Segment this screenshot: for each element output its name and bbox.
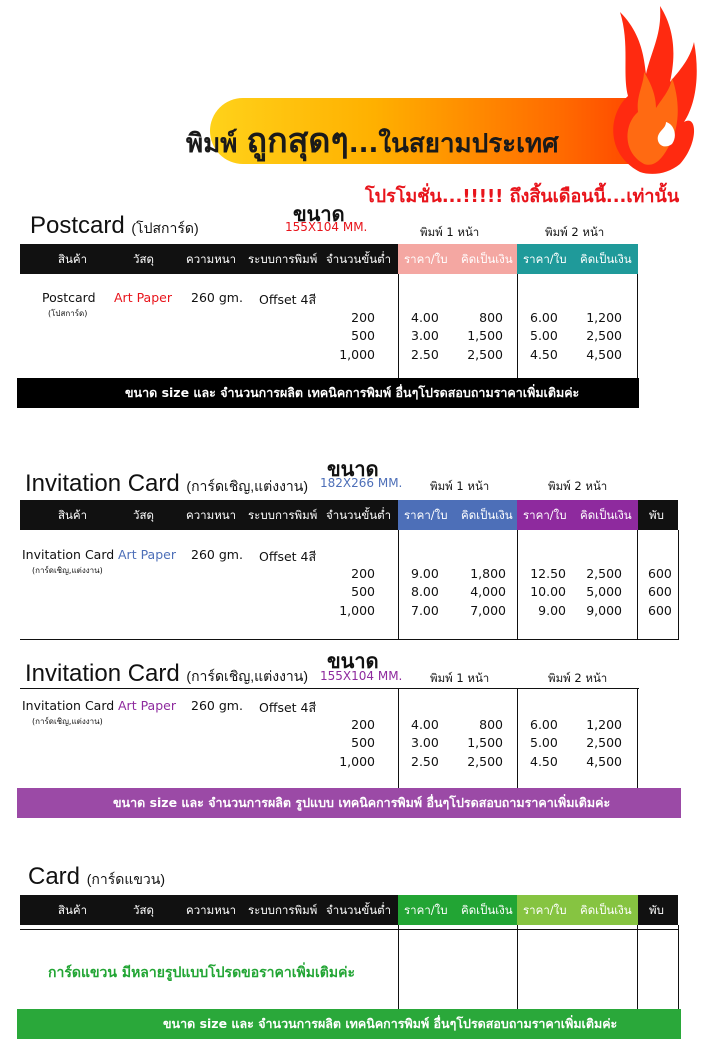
invitation1-col-thickness: ความหนา xyxy=(186,508,237,522)
invitation2-title xyxy=(25,660,308,688)
hangcard-col-system: ระบบการพิมพ์ xyxy=(248,903,318,917)
postcard-title xyxy=(30,212,199,240)
postcard-col-material: วัสดุ xyxy=(133,252,154,266)
invitation1-fold-1: 600 xyxy=(648,566,672,581)
postcard-col-product: สินค้า xyxy=(58,252,88,266)
invitation2-t1-3: 2,500 xyxy=(467,754,503,769)
invitation1-material: Art Paper xyxy=(118,547,176,562)
invitation1-product: Invitation Card xyxy=(22,547,115,562)
hangcard-title-th: (การ์ดแขวน) xyxy=(86,871,166,887)
hangcard-col-minqty: จำนวนขั้นต่ำ xyxy=(326,903,392,917)
invitation1-print2-head: พิมพ์ 2 หน้า xyxy=(548,479,608,493)
invitation2-title-th: (การ์ดเชิญ,แต่งงาน) xyxy=(186,668,309,684)
postcard-p2-1: 6.00 xyxy=(530,310,558,325)
postcard-t1-1: 800 xyxy=(479,310,503,325)
invitation2-size-label: ขนาด xyxy=(327,649,379,673)
invitation1-col-t2: คิดเป็นเงิน xyxy=(580,508,632,522)
invitation2-t2-3: 4,500 xyxy=(586,754,622,769)
postcard-col-system: ระบบการพิมพ์ xyxy=(248,252,318,266)
invitation1-p1-2: 8.00 xyxy=(411,584,439,599)
invitation2-qty-3: 1,000 xyxy=(339,754,375,769)
hangcard-divider-1 xyxy=(398,925,399,1010)
postcard-col-p1: ราคา/ใบ xyxy=(404,252,448,266)
postcard-p1-2: 3.00 xyxy=(411,328,439,343)
hangcard-body: การ์ดแขวน มีหลายรูปแบบโปรดขอราคาเพิ่มเติมค่ะ xyxy=(48,965,355,981)
invitation1-qty-2: 500 xyxy=(351,584,375,599)
invitation1-t1-3: 7,000 xyxy=(470,603,506,618)
invitation1-col-p2: ราคา/ใบ xyxy=(523,508,567,522)
invitation1-p2-3: 9.00 xyxy=(538,603,566,618)
hangcard-col-p1: ราคา/ใบ xyxy=(404,903,448,917)
hangcard-col-material: วัสดุ xyxy=(133,903,154,917)
hangcard-note: ขนาด size และ จำนวนการผลิต เทคนิคการพิมพ์ อื่นๆโปรดสอบถามราคาเพิ่มเติมค่ะ xyxy=(17,1009,681,1039)
invitation1-col-minqty: จำนวนขั้นต่ำ xyxy=(326,508,392,522)
invitation1-print1-head: พิมพ์ 1 หน้า xyxy=(430,479,490,493)
invitation2-qty-1: 200 xyxy=(351,717,375,732)
invitation1-fold-2: 600 xyxy=(648,584,672,599)
postcard-system: Offset 4สี xyxy=(259,292,317,307)
invitation1-col-fold: พับ xyxy=(649,508,664,522)
invitation1-t1-2: 4,000 xyxy=(470,584,506,599)
invitation1-qty-1: 200 xyxy=(351,566,375,581)
invitation1-t2-1: 2,500 xyxy=(586,566,622,581)
invitation1-divider-3 xyxy=(637,530,638,640)
postcard-divider-2 xyxy=(517,274,518,378)
hangcard-header-bar xyxy=(20,895,678,925)
hangcard-col-t2: คิดเป็นเงิน xyxy=(580,903,632,917)
postcard-product: Postcard xyxy=(42,290,96,305)
postcard-col-p2: ราคา/ใบ xyxy=(523,252,567,266)
postcard-print1-head: พิมพ์ 1 หน้า xyxy=(420,225,480,239)
invitation1-bottom-rule xyxy=(20,639,679,640)
postcard-divider-3 xyxy=(637,274,638,378)
invitation1-divider-2 xyxy=(517,530,518,640)
invitation2-t1-2: 1,500 xyxy=(467,735,503,750)
invitation2-t2-2: 2,500 xyxy=(586,735,622,750)
postcard-p2-3: 4.50 xyxy=(530,347,558,362)
postcard-size-value: 155X104 MM. xyxy=(285,220,368,234)
invitation1-col-product: สินค้า xyxy=(58,508,88,522)
postcard-col-t1: คิดเป็นเงิน xyxy=(461,252,513,266)
postcard-t2-3: 4,500 xyxy=(586,347,622,362)
flame-icon xyxy=(600,4,700,174)
invitation2-product-th: (การ์ดเชิญ,แต่งงาน) xyxy=(32,717,103,726)
banner-headline xyxy=(186,113,559,167)
hangcard-title xyxy=(28,863,165,891)
invitation2-system: Offset 4สี xyxy=(259,700,317,715)
hangcard-col-p2: ราคา/ใบ xyxy=(523,903,567,917)
hangcard-col-t1: คิดเป็นเงิน xyxy=(461,903,513,917)
invitation2-divider-2 xyxy=(517,688,518,788)
invitation2-qty-2: 500 xyxy=(351,735,375,750)
invitation1-title-en: Invitation Card xyxy=(25,470,180,497)
postcard-qty-1: 200 xyxy=(351,310,375,325)
invitation2-p1-3: 2.50 xyxy=(411,754,439,769)
hangcard-divider-2 xyxy=(517,925,518,1010)
invitation2-t1-1: 800 xyxy=(479,717,503,732)
invitation2-t2-1: 1,200 xyxy=(586,717,622,732)
invitation2-size-value: 155X104 MM. xyxy=(320,669,403,683)
invitation1-qty-3: 1,000 xyxy=(339,603,375,618)
hangcard-divider-3 xyxy=(637,925,638,1010)
invitation1-p1-1: 9.00 xyxy=(411,566,439,581)
hangcard-divider-4 xyxy=(678,925,679,1010)
postcard-note: ขนาด size และ จำนวนการผลิต เทคนิคการพิมพ์ อื่นๆโปรดสอบถามราคาเพิ่มเติมค่ะ xyxy=(17,378,639,408)
invitation1-t1-1: 1,800 xyxy=(470,566,506,581)
promo-text: โปรโมชั่น...!!!!! ถึงสิ้นเดือนนี้...เท่านั้น xyxy=(365,186,680,207)
invitation2-print2-head: พิมพ์ 2 หน้า xyxy=(548,671,608,685)
invitation1-title xyxy=(25,470,308,498)
hangcard-col-fold: พับ xyxy=(649,903,664,917)
invitation1-size-label: ขนาด xyxy=(327,457,379,481)
postcard-title-en: Postcard xyxy=(30,212,125,239)
postcard-t2-1: 1,200 xyxy=(586,310,622,325)
invitation2-p1-2: 3.00 xyxy=(411,735,439,750)
invitation1-system: Offset 4สี xyxy=(259,549,317,564)
invitation1-product-th: (การ์ดเชิญ,แต่งงาน) xyxy=(32,566,103,575)
hangcard-title-en: Card xyxy=(28,863,81,890)
invitation-note: ขนาด size และ จำนวนการผลิต รูปแบบ เทคนิคการพิมพ์ อื่นๆโปรดสอบถามราคาเพิ่มเติมค่ะ xyxy=(17,788,681,818)
postcard-p2-2: 5.00 xyxy=(530,328,558,343)
invitation1-header-bar xyxy=(20,500,678,530)
postcard-t2-2: 2,500 xyxy=(586,328,622,343)
invitation1-t2-3: 9,000 xyxy=(586,603,622,618)
invitation1-divider-4 xyxy=(678,530,679,640)
postcard-size-label: ขนาด xyxy=(293,202,345,226)
hangcard-rule xyxy=(20,929,679,930)
invitation1-p1-3: 7.00 xyxy=(411,603,439,618)
invitation1-divider-1 xyxy=(398,530,399,640)
postcard-p1-1: 4.00 xyxy=(411,310,439,325)
postcard-col-thickness: ความหนา xyxy=(186,252,237,266)
postcard-product-th: (โปสการ์ด) xyxy=(48,309,88,318)
postcard-p1-3: 2.50 xyxy=(411,347,439,362)
postcard-col-minqty: จำนวนขั้นต่ำ xyxy=(326,252,392,266)
invitation2-title-en: Invitation Card xyxy=(25,660,180,687)
invitation1-col-material: วัสดุ xyxy=(133,508,154,522)
banner-big: ถูกสุดๆ xyxy=(246,121,349,161)
invitation1-thickness: 260 gm. xyxy=(191,547,243,562)
invitation2-p2-1: 6.00 xyxy=(530,717,558,732)
banner-prefix: พิมพ์ xyxy=(186,129,238,159)
invitation1-title-th: (การ์ดเชิญ,แต่งงาน) xyxy=(186,478,309,494)
hangcard-col-product: สินค้า xyxy=(58,903,88,917)
invitation1-col-system: ระบบการพิมพ์ xyxy=(248,508,318,522)
hangcard-col-thickness: ความหนา xyxy=(186,903,237,917)
postcard-t1-3: 2,500 xyxy=(467,347,503,362)
invitation1-col-p1: ราคา/ใบ xyxy=(404,508,448,522)
invitation2-top-rule xyxy=(20,688,639,689)
postcard-title-th: (โปสการ์ด) xyxy=(131,220,199,236)
invitation1-size-value: 182X266 MM. xyxy=(320,476,403,490)
invitation2-material: Art Paper xyxy=(118,698,176,713)
postcard-t1-2: 1,500 xyxy=(467,328,503,343)
postcard-print2-head: พิมพ์ 2 หน้า xyxy=(545,225,605,239)
invitation2-p2-2: 5.00 xyxy=(530,735,558,750)
invitation2-divider-1 xyxy=(398,688,399,788)
invitation2-thickness: 260 gm. xyxy=(191,698,243,713)
postcard-thickness: 260 gm. xyxy=(191,290,243,305)
invitation1-col-t1: คิดเป็นเงิน xyxy=(461,508,513,522)
invitation1-p2-2: 10.00 xyxy=(530,584,566,599)
invitation2-product: Invitation Card xyxy=(22,698,115,713)
invitation2-divider-3 xyxy=(637,688,638,788)
invitation2-p1-1: 4.00 xyxy=(411,717,439,732)
postcard-qty-3: 1,000 xyxy=(339,347,375,362)
postcard-material: Art Paper xyxy=(114,290,172,305)
invitation1-p2-1: 12.50 xyxy=(530,566,566,581)
invitation2-print1-head: พิมพ์ 1 หน้า xyxy=(430,671,490,685)
banner-suffix: ...ในสยามประเทศ xyxy=(348,129,559,159)
postcard-header-bar xyxy=(20,244,638,274)
postcard-qty-2: 500 xyxy=(351,328,375,343)
invitation1-fold-3: 600 xyxy=(648,603,672,618)
postcard-col-t2: คิดเป็นเงิน xyxy=(580,252,632,266)
invitation2-p2-3: 4.50 xyxy=(530,754,558,769)
invitation1-t2-2: 5,000 xyxy=(586,584,622,599)
postcard-divider-1 xyxy=(398,274,399,378)
